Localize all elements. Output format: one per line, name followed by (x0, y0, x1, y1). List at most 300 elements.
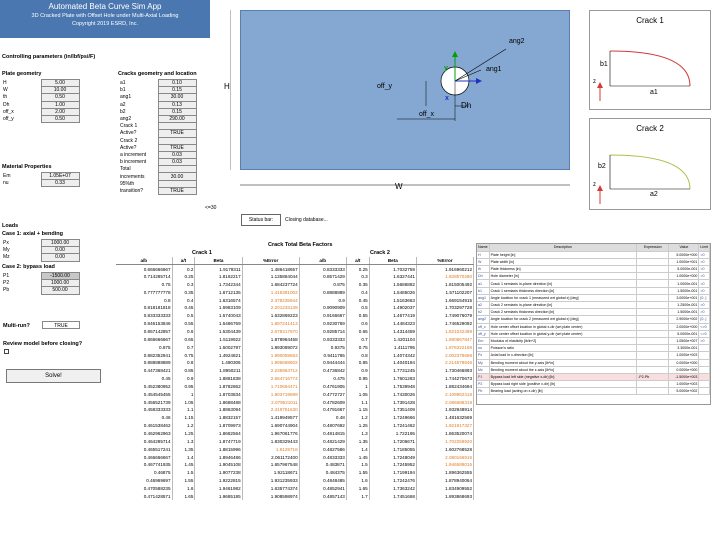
param-cell: Mz (477, 366, 489, 373)
param-row[interactable] (477, 302, 710, 309)
results-cell: 1.9179311 (195, 265, 242, 273)
results-cell: 0.461538462 (116, 422, 172, 430)
param-cell: W (477, 258, 489, 265)
results-cell: 0.857142857 (116, 328, 172, 336)
param-cell: th (477, 266, 489, 273)
kv-key: a1 (120, 80, 126, 87)
param-cell: -P2-Pb (637, 373, 669, 380)
results-cell: 1.6 (346, 477, 369, 485)
kv-key: b1 (120, 87, 126, 94)
results-cell: 1.7342344 (195, 281, 242, 289)
param-cell: Px (477, 352, 489, 359)
results-row (116, 320, 474, 328)
kv-value[interactable]: 0.00 (41, 247, 79, 254)
param-cell: 1.5000e-001 (669, 287, 699, 294)
param-cell (699, 388, 710, 395)
kv-value[interactable]: 10.00 (41, 87, 79, 94)
kv-value[interactable]: 0.50 (41, 115, 79, 122)
results-cell: 1.896362555 (416, 469, 473, 477)
results-cell: 1.8747719 (195, 437, 242, 445)
crack1-title: Crack 1 (636, 16, 664, 25)
param-cell: >0 (699, 287, 710, 294)
results-cell: 0.875 (116, 343, 172, 351)
param-cell: Bending moment about the z-axis [lb*in] (489, 366, 636, 373)
results-cell: 1.7391428 (369, 398, 416, 406)
results-cell: 1.4040194 (369, 359, 416, 367)
results-cell: 1.2 (346, 414, 369, 422)
param-row[interactable] (477, 323, 710, 330)
kv-row (1, 180, 79, 187)
param-cell: 1.0000e+003 (669, 352, 699, 359)
results-cell: 0.95 (346, 375, 369, 383)
crack-geometry-heading: Cracks geometry and location (118, 71, 197, 77)
kv-value[interactable]: 290.00 (158, 115, 196, 122)
ang2-label: ang2 (509, 38, 525, 45)
kv-row (1, 108, 79, 115)
app-subtitle: 3D Cracked Plate with Offset Hole under Multi-Axial Loading (31, 13, 179, 19)
param-cell (699, 359, 710, 366)
kv-value[interactable]: 0.15 (158, 87, 196, 94)
x-axis-label: x (445, 95, 449, 102)
param-row[interactable] (477, 258, 710, 265)
app-title: Automated Beta Curve Sim App (48, 2, 162, 11)
case1-table (1, 239, 80, 262)
results-cell: 0.475 (299, 375, 346, 383)
param-cell: 1.0000e+000 (669, 273, 699, 280)
results-cell: 0.4814815 (299, 430, 346, 438)
results-cell: 0.464285714 (116, 437, 172, 445)
kv-value[interactable]: 0.33 (41, 180, 79, 187)
results-cell: 2.378235944 (242, 296, 299, 304)
param-row[interactable] (477, 330, 710, 337)
kv-row (118, 101, 196, 108)
param-cell (637, 366, 669, 373)
results-cell: 0.846153846 (116, 320, 172, 328)
plate-geometry-table (1, 79, 80, 123)
param-cell: H (477, 251, 489, 258)
results-cell: 0.8571429 (299, 273, 346, 281)
results-cell: 1.7206671 (369, 437, 416, 445)
results-cell: 1.5740043 (195, 312, 242, 320)
param-cell (637, 251, 669, 258)
results-cell: 1.571102207 (416, 288, 473, 296)
kv-row (118, 123, 196, 130)
results-cell: 0.7 (346, 335, 369, 343)
param-row[interactable] (477, 366, 710, 373)
plate-geometry-heading: Plate geometry (2, 71, 42, 77)
results-cell: 1.602768528 (416, 445, 473, 453)
material-table (1, 172, 80, 187)
kv-row (118, 187, 196, 194)
case1-heading: Case 1: axial + bending (2, 231, 63, 237)
results-cell: 0.45 (172, 304, 195, 312)
results-cell: 1.1 (346, 398, 369, 406)
results-row (116, 445, 474, 453)
kv-key: transition? (120, 187, 144, 194)
param-row[interactable] (477, 381, 710, 388)
results-cell: 1.9129718 (242, 445, 299, 453)
kv-value[interactable]: 0.00 (41, 254, 79, 261)
param-row[interactable] (477, 373, 710, 380)
results-cell: 1.5304439 (195, 328, 242, 336)
param-cell: Angle location for crack 2 (measured wrt global x) [deg] (489, 316, 636, 323)
results-cell: 0.25 (172, 273, 195, 281)
results-cell: 1.5163663 (369, 296, 416, 304)
ang1-label: ang1 (486, 66, 502, 73)
kv-value[interactable]: 5.00 (41, 80, 79, 87)
results-header-cell: a/b (299, 257, 346, 265)
kv-value[interactable]: TRUE (158, 130, 196, 137)
results-cell: 1.8863094 (195, 406, 242, 414)
param-cell: b2 (477, 309, 489, 316)
kv-row (118, 108, 196, 115)
kv-value[interactable]: 0.13 (158, 101, 196, 108)
results-cell: 0.456521739 (116, 398, 172, 406)
param-cell (699, 373, 710, 380)
results-header-cell: a/t (346, 257, 369, 265)
param-header-cell: Expression (637, 244, 669, 251)
solve-button[interactable]: Solve! (6, 369, 101, 383)
results-cell: 0.9285714 (299, 328, 346, 336)
kv-row (118, 80, 196, 87)
results-cell: 0.9444444 (299, 359, 346, 367)
app-banner (0, 0, 210, 38)
param-cell: [0..] (699, 316, 710, 323)
param-row[interactable] (477, 316, 710, 323)
param-cell: P2 (477, 381, 489, 388)
results-cell: 1.415391002 (242, 288, 299, 296)
results-cell: 1.8950211 (195, 367, 242, 375)
results-cell: 2.235964712 (242, 367, 299, 375)
results-cell: 1.55 (346, 469, 369, 477)
results-row (116, 312, 474, 320)
param-cell: Crack 2 semiaxis thickness direction [in] (489, 309, 636, 316)
results-cell: 1.8881838 (195, 375, 242, 383)
increments-note: <=30 (205, 205, 217, 211)
kv-row (1, 273, 79, 280)
results-cell: 0.882352941 (116, 351, 172, 359)
results-cell: 2.419751630 (242, 406, 299, 414)
param-row[interactable] (477, 251, 710, 258)
param-cell: 1.0000e+001 (669, 258, 699, 265)
results-cell: 1.7539948 (369, 383, 416, 391)
results-cell: 1.897241413 (242, 320, 299, 328)
kv-key: increments (120, 173, 145, 180)
kv-row (1, 280, 79, 287)
results-cell: 0.4791667 (299, 406, 346, 414)
results-cell: 0.777777778 (116, 288, 172, 296)
results-row (116, 351, 474, 359)
results-cell: 1.830329443 (242, 437, 299, 445)
kv-row (118, 180, 196, 187)
results-cell: 0.8 (116, 296, 172, 304)
kv-value[interactable]: 1.00 (41, 101, 79, 108)
results-cell: 0.75 (172, 351, 195, 359)
kv-value[interactable]: -1500.00 (41, 273, 79, 280)
results-cell: 0.55 (172, 320, 195, 328)
kv-value[interactable]: 1000.00 (41, 280, 79, 287)
results-cell: 1.669154915 (416, 296, 473, 304)
results-cell: 1.7249666 (369, 414, 416, 422)
param-cell: Axial load in x-direction [lb] (489, 352, 636, 359)
results-cell: 1.4074342 (369, 351, 416, 359)
kv-value[interactable]: 0.50 (41, 94, 79, 101)
results-cell: 0.714285714 (116, 273, 172, 281)
param-row[interactable] (477, 273, 710, 280)
case2-heading: Case 2: bypass load (2, 264, 55, 270)
param-cell: Crack 1 semiaxis thickness direction [in] (489, 287, 636, 294)
results-cell: 0.9090909 (299, 304, 346, 312)
kv-value[interactable]: 500.00 (41, 287, 79, 294)
kv-value[interactable]: 0.03 (158, 159, 196, 166)
case2-table (1, 272, 80, 295)
kv-key: Crack 2 (120, 137, 138, 144)
results-cell: 1.710694471 (242, 383, 299, 391)
results-cell: 1.4677419 (369, 312, 416, 320)
results-cell: 0.9411765 (299, 351, 346, 359)
param-row[interactable] (477, 359, 710, 366)
results-title: Crack Total Beta Factors (268, 242, 333, 248)
results-cell: 1.05 (172, 398, 195, 406)
results-cell: 1.490306 (195, 359, 242, 367)
param-cell: Plate thickness [in] (489, 266, 636, 273)
results-cell: 1.834909552 (416, 484, 473, 492)
kv-key: ang1 (120, 94, 132, 101)
crack2-curve (610, 155, 690, 189)
results-cell: 2.061172400 (242, 453, 299, 461)
multirun-value[interactable]: TRUE (42, 321, 80, 329)
kv-row (1, 173, 79, 180)
results-cell: 1.5119922 (195, 335, 242, 343)
results-cell: 0.46969697 (116, 477, 172, 485)
param-cell: Modulus of elasticity [lb/in^2] (489, 337, 636, 344)
results-cell: 1.7363242 (369, 484, 416, 492)
kv-value[interactable]: 0.10 (158, 80, 196, 87)
results-cell: 1.746529092 (416, 320, 473, 328)
results-cell: 1.722195 (369, 430, 416, 438)
results-cell: 1.481632569 (416, 414, 473, 422)
param-cell: 5.0000e+000 (669, 251, 699, 258)
status-bar-label: Status bar: (241, 214, 281, 226)
results-cell: 1.5983109 (195, 304, 242, 312)
results-cell: 0.3 (346, 273, 369, 281)
results-row (116, 328, 474, 336)
results-cell: 0.45 (346, 296, 369, 304)
param-row[interactable] (477, 287, 710, 294)
off-y-label: off_y (377, 83, 393, 90)
results-cell: 0.483871 (299, 461, 346, 469)
results-cell: 1.65 (346, 484, 369, 492)
param-cell (637, 323, 669, 330)
kv-row (1, 94, 79, 101)
results-cell: 1 (172, 390, 195, 398)
param-row[interactable] (477, 266, 710, 273)
results-cell: 2.079521011 (242, 398, 299, 406)
results-cell: 1.5002797 (195, 343, 242, 351)
results-cell: 0.462962963 (116, 430, 172, 438)
kv-row (1, 254, 79, 261)
results-row (116, 335, 474, 343)
results-cell: 0.471428571 (116, 492, 172, 500)
param-cell: 3.0000e+001 (669, 294, 699, 301)
results-cell: 1.863520074 (416, 430, 473, 438)
kv-value[interactable] (158, 180, 196, 187)
results-cell: 0.4852941 (299, 484, 346, 492)
results-cell: 1.932948914 (416, 406, 473, 414)
results-cell: 0.866666667 (116, 335, 172, 343)
results-cell: 0.465517241 (116, 445, 172, 453)
results-row (116, 359, 474, 367)
results-cell: 1 (346, 383, 369, 391)
results-cell: 1.6 (172, 484, 195, 492)
results-cell: 1.657967548 (242, 461, 299, 469)
results-cell: 1.632869223 (242, 312, 299, 320)
param-row[interactable] (477, 345, 710, 352)
results-cell: 0.35 (172, 288, 195, 296)
kv-value[interactable]: TRUE (158, 187, 196, 194)
results-cell: 0.467741935 (116, 461, 172, 469)
param-cell: 5.0000e+002 (669, 388, 699, 395)
kv-value[interactable]: 30.00 (158, 173, 196, 180)
results-crack2-title: Crack 2 (370, 250, 390, 256)
results-row (116, 422, 474, 430)
param-cell: Bypass load right side (positive x-dir) [lb] (489, 381, 636, 388)
kv-value[interactable] (158, 166, 196, 173)
param-cell: Hole center offset location in global x-dir (wrt plate center) (489, 323, 636, 330)
param-cell (637, 309, 669, 316)
kv-value[interactable]: TRUE (158, 144, 196, 151)
param-cell (637, 337, 669, 344)
results-cell: 1.882434694 (416, 383, 473, 391)
review-label: Review model before closing? (3, 341, 83, 347)
results-cell: 1.744270673 (416, 375, 473, 383)
kv-value[interactable]: 1.05E+07 (41, 173, 79, 180)
results-row (116, 304, 474, 312)
results-cell: 1.8782862 (195, 383, 242, 391)
results-cell: 0.3 (172, 281, 195, 289)
param-cell: P1 (477, 373, 489, 380)
kv-key: Dh (3, 101, 10, 108)
dimension-lines (230, 10, 575, 205)
param-cell (637, 345, 669, 352)
param-cell: ang1 (477, 294, 489, 301)
param-row[interactable] (477, 388, 710, 395)
param-row[interactable] (477, 294, 710, 301)
param-cell (699, 366, 710, 373)
kv-row (118, 159, 196, 166)
results-cell: 1.6327441 (369, 273, 416, 281)
kv-key: P1 (3, 273, 10, 280)
param-cell: off_x (477, 323, 489, 330)
kv-key: Px (3, 240, 9, 247)
results-header-cell: a/b (116, 257, 172, 265)
kv-key: 95%th (120, 180, 135, 187)
results-row (116, 469, 474, 477)
results-header-cell: Beta (369, 257, 416, 265)
results-cell: 0.8 (346, 351, 369, 359)
results-cell: 1.4201104 (369, 335, 416, 343)
kv-value[interactable]: 2.00 (41, 108, 79, 115)
results-cell: 0.9375 (299, 343, 346, 351)
param-cell: [0..] (699, 294, 710, 301)
crack1-a-label: a1 (650, 89, 658, 96)
param-cell (637, 273, 669, 280)
results-cell: 1.1 (172, 406, 195, 414)
param-cell (637, 266, 669, 273)
kv-value[interactable]: 1000.00 (41, 240, 79, 247)
param-row[interactable] (477, 337, 710, 344)
kv-row (118, 173, 196, 180)
kv-row (118, 94, 196, 101)
results-cell: 1.25 (346, 422, 369, 430)
kv-key: Mz (3, 254, 10, 261)
param-cell: Bending moment about the y-axis [lb*in] (489, 359, 636, 366)
param-cell: 1.0000e+003 (669, 381, 699, 388)
results-cell: 1.15 (346, 406, 369, 414)
kv-value[interactable]: 30.00 (158, 94, 196, 101)
results-cell: 0.4833333 (299, 453, 346, 461)
param-cell: 0.0000e+000 (669, 366, 699, 373)
results-cell: 0.46 (116, 414, 172, 422)
param-row[interactable] (477, 352, 710, 359)
parameter-table-panel (476, 243, 711, 405)
param-row[interactable] (477, 309, 710, 316)
app-copyright: Copyright 2019 ESRD, Inc. (71, 21, 139, 27)
review-checkbox[interactable] (4, 349, 9, 354)
param-cell: Crack 1 semiaxis in-plane direction [in] (489, 280, 636, 287)
param-cell: Poisson's ratio (489, 345, 636, 352)
results-row (116, 398, 474, 406)
results-cell: 1.92118671 (242, 469, 299, 477)
kv-value[interactable] (158, 137, 196, 144)
param-cell: 5.0000e-001 (669, 266, 699, 273)
param-cell: Plate width [in] (489, 258, 636, 265)
results-row (116, 477, 474, 485)
results-cell: 1.8703834 (195, 390, 242, 398)
results-row (116, 383, 474, 391)
param-cell: Plate height [in] (489, 251, 636, 258)
dh-label: Dh (461, 101, 472, 110)
results-cell: 0.4827586 (299, 445, 346, 453)
results-cell: 0.833333333 (116, 312, 172, 320)
kv-row (1, 287, 79, 294)
param-row[interactable] (477, 280, 710, 287)
results-cell: 0.4 (346, 288, 369, 296)
param-cell: Angle location for crack 1 (measured wrt global x) [deg] (489, 294, 636, 301)
results-cell: 1.7185055 (369, 445, 416, 453)
results-table (116, 257, 474, 500)
kv-value[interactable]: 0.03 (158, 151, 196, 158)
results-cell: 0.9166667 (299, 312, 346, 320)
results-cell: 0.85 (172, 367, 195, 375)
results-cell: 1.5485026 (369, 288, 416, 296)
results-cell: 1.55 (172, 477, 195, 485)
kv-value[interactable] (158, 123, 196, 130)
results-cell: 1.4314459 (369, 328, 416, 336)
results-cell: 1.45 (172, 461, 195, 469)
results-cell: 1.7241462 (369, 422, 416, 430)
results-cell: 1.730466893 (416, 367, 473, 375)
status-message: Closing database... (285, 217, 328, 223)
param-cell (637, 330, 669, 337)
kv-value[interactable]: 0.15 (158, 108, 196, 115)
results-cell: 0.9 (346, 367, 369, 375)
results-cell: 1.35 (346, 437, 369, 445)
results-cell: 1.6712135 (195, 288, 242, 296)
results-cell: 1.65 (172, 492, 195, 500)
results-row (116, 453, 474, 461)
results-cell: 0.9 (299, 296, 346, 304)
